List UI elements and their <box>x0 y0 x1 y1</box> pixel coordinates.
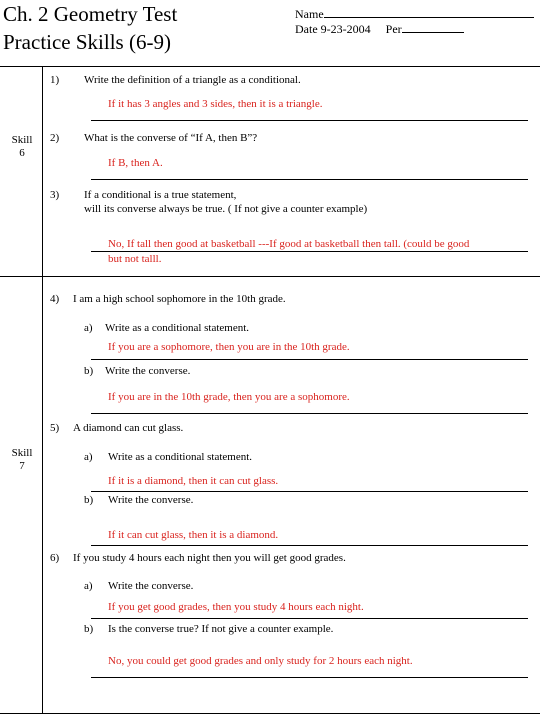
section-divider <box>0 276 540 277</box>
bottom-border <box>0 713 540 714</box>
answer-line <box>91 491 528 492</box>
header-divider <box>0 66 540 67</box>
question-5b-text: Write the converse. <box>108 494 194 506</box>
answer-line <box>91 359 528 360</box>
skill-number: 6 <box>19 147 25 159</box>
question-4b-answer: If you are in the 10th grade, then you are a sophomore. <box>108 391 350 403</box>
question-4-number: 4) <box>50 293 60 305</box>
question-6b-letter: b) <box>84 623 94 635</box>
skill-7-label <box>2 447 42 473</box>
question-1-answer: If it has 3 angles and 3 sides, then it is a triangle. <box>108 98 323 110</box>
question-5a-text: Write as a conditional statement. <box>108 451 253 463</box>
test-title: Ch. 2 Geometry Test <box>3 2 178 26</box>
question-6a-text: Write the converse. <box>108 580 194 592</box>
answer-line <box>91 251 528 252</box>
question-1-number: 1) <box>50 74 60 86</box>
per-blank[interactable] <box>402 32 464 33</box>
question-3-text-line2: will its converse always be true. ( If not give a counter example) <box>84 203 368 215</box>
question-4b-letter: b) <box>84 365 94 377</box>
answer-line <box>91 677 528 678</box>
name-label: Name <box>295 7 324 21</box>
skill-word: Skill <box>11 447 33 459</box>
question-6-text: If you study 4 hours each night then you will get good grades. <box>73 552 346 564</box>
question-4a-letter: a) <box>84 322 93 334</box>
question-6b-text: Is the converse true? If not give a counter example. <box>108 623 334 635</box>
skill-6-label <box>2 134 42 160</box>
question-3-answer-line2: but not talll. <box>108 253 162 265</box>
name-blank[interactable] <box>324 17 534 18</box>
question-2-text: What is the converse of “If A, then B”? <box>84 132 258 144</box>
question-3-answer-line1: No, If tall then good at basketball ---If good at basketball then tall. (could be good <box>108 238 470 250</box>
question-4a-answer: If you are a sophomore, then you are in the 10th grade. <box>108 341 350 353</box>
answer-line <box>91 120 528 121</box>
per-label: Per <box>385 22 402 36</box>
question-6a-answer: If you get good grades, then you study 4 hours each night. <box>108 601 364 613</box>
name-field[interactable] <box>295 7 534 21</box>
skill-word: Skill <box>11 134 33 146</box>
question-6b-answer: No, you could get good grades and only study for 2 hours each night. <box>108 655 413 667</box>
question-5-number: 5) <box>50 422 60 434</box>
question-5b-letter: b) <box>84 494 94 506</box>
question-3-text-line1: If a conditional is a true statement, <box>84 189 237 201</box>
question-1-text: Write the definition of a triangle as a conditional. <box>84 74 301 86</box>
question-4a-text: Write as a conditional statement. <box>105 322 250 334</box>
question-6a-letter: a) <box>84 580 93 592</box>
skill-column-border <box>42 66 43 714</box>
answer-line <box>91 618 528 619</box>
date-per-row <box>295 22 464 36</box>
question-4b-text: Write the converse. <box>105 365 191 377</box>
question-2-answer: If B, then A. <box>108 157 163 169</box>
test-subtitle: Practice Skills (6-9) <box>3 30 171 54</box>
question-5a-letter: a) <box>84 451 93 463</box>
question-5b-answer: If it can cut glass, then it is a diamond. <box>108 529 279 541</box>
question-6-number: 6) <box>50 552 60 564</box>
question-5a-answer: If it is a diamond, then it can cut glass. <box>108 475 279 487</box>
answer-line <box>91 179 528 180</box>
answer-line <box>91 413 528 414</box>
question-3-number: 3) <box>50 189 60 201</box>
answer-line <box>91 545 528 546</box>
question-5-text: A diamond can cut glass. <box>73 422 184 434</box>
date-label: Date 9-23-2004 <box>295 22 371 36</box>
skill-number: 7 <box>19 460 25 472</box>
question-2-number: 2) <box>50 132 60 144</box>
question-4-text: I am a high school sophomore in the 10th grade. <box>73 293 286 305</box>
